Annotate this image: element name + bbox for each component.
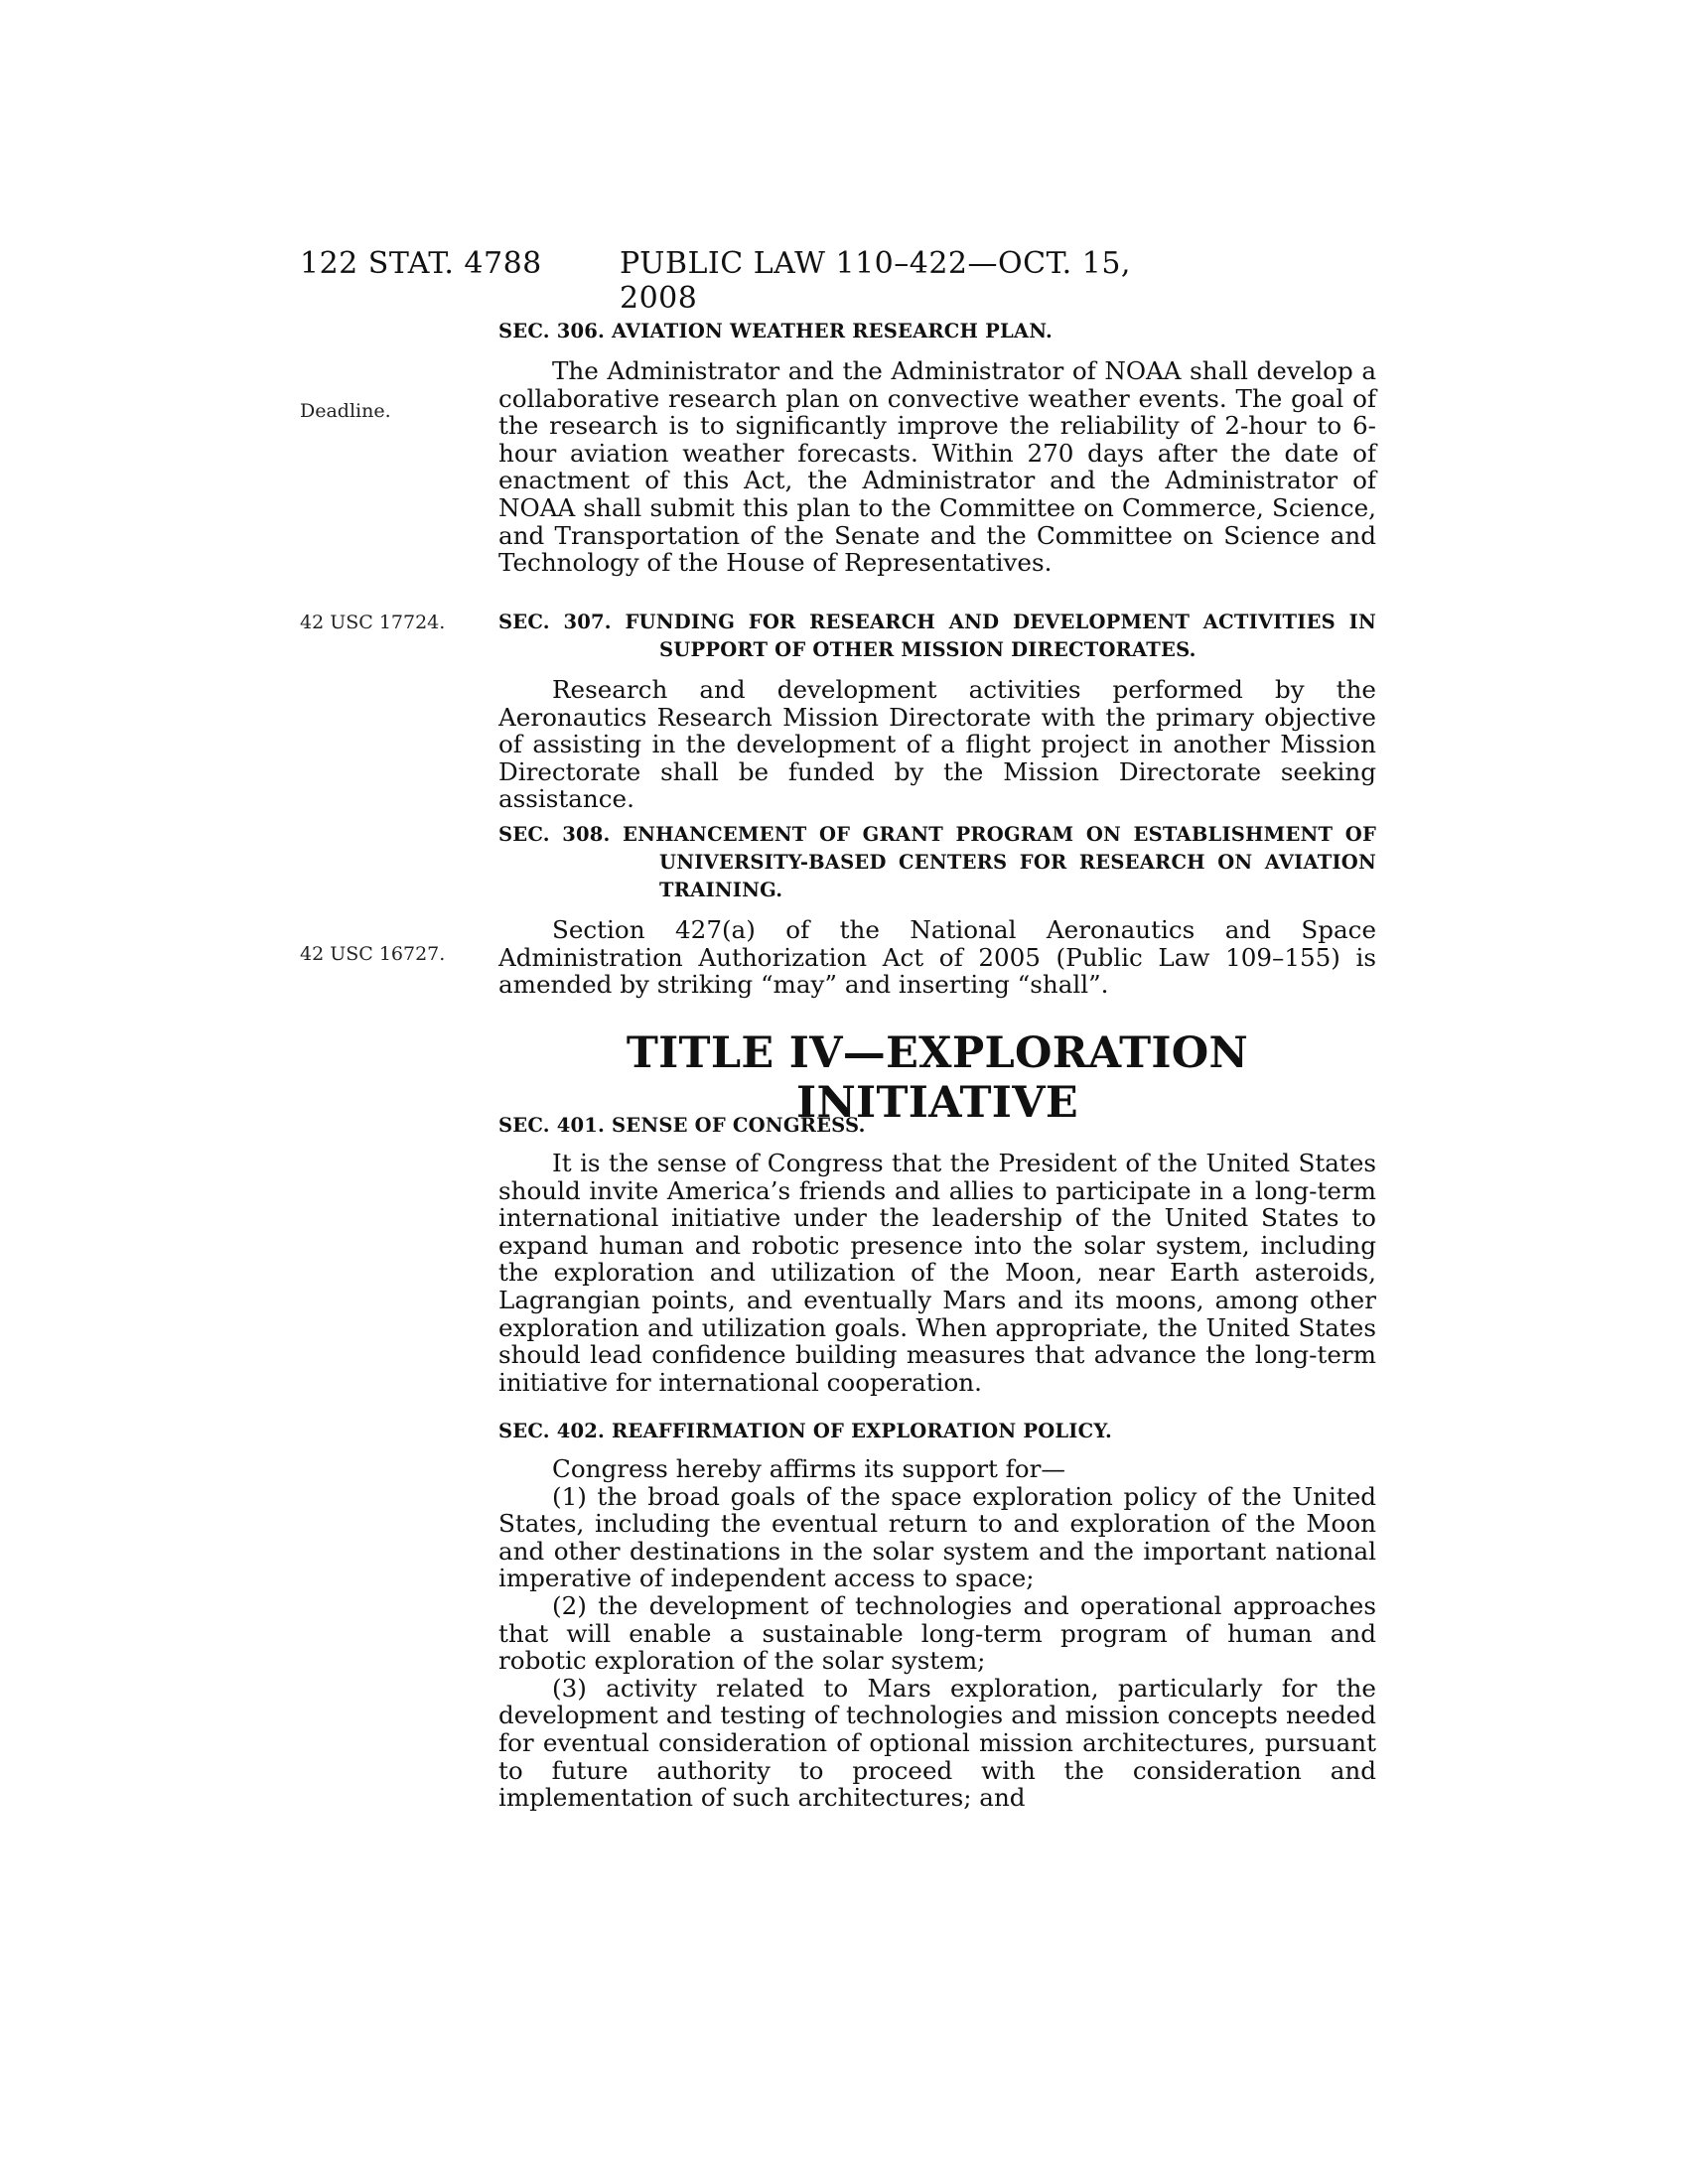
margin-note-deadline: Deadline. [300,400,391,422]
title-heading: TITLE IV—EXPLORATION INITIATIVE [626,1028,1249,1128]
list-item: (1) the broad goals of the space exploration policy of the United States, including the eventual return to and exploration of the Moon and other destinations in the solar system and the important national imperative of independent access to space; [498,1481,1376,1593]
section-text: Research and development activities performed by the Aeronautics Research Mission Directorate with the primary objective of assisting in the development of a flight project in another Mission Directorate shall be funded by the Mission Directorate seeking assistance. [498,675,1376,814]
section-text: It is the sense of Congress that the President of the United States should invite America’s friends and allies to participate in a long-term international initiative under the leadership of the United States to expand human and robotic presence into the solar system, including the exploration and utilization of the Moon, near Earth asteroids, Lagrangian points, and eventually Mars and its moons, among other exploration and utilization goals. When appropriate, the United States should lead confidence building measures that advance the long-term initiative for international cooperation. [498,1149,1376,1397]
section-308 [498,821,1376,999]
section-intro: Congress hereby affirms its support for— [552,1454,1065,1483]
section-heading: SEC. 307. FUNDING FOR RESEARCH AND DEVELOPMENT ACTIVITIES IN SUPPORT OF OTHER MISSION DIRECTORATES. [498,611,1376,661]
page-header [300,246,1217,316]
section-402 [498,1418,1376,1812]
section-401 [498,1112,1376,1396]
public-law-citation: PUBLIC LAW 110–422—OCT. 15, 2008 [620,246,1131,316]
margin-note-usc-16727: 42 USC 16727. [300,943,446,965]
list-item: (2) the development of technologies and operational approaches that will enable a sustainable long-term program of human and robotic exploration of the solar system; [498,1590,1376,1676]
section-text: Section 427(a) of the National Aeronautics and Space Administration Authorization Act of 2005 (Public Law 109–155) is amended by striking “may” and inserting “shall”. [498,915,1376,1000]
section-heading: SEC. 401. SENSE OF CONGRESS. [498,1114,866,1137]
section-text: The Administrator and the Administrator of NOAA shall develop a collaborative research plan on convective weather events. The goal of the research is to significantly improve the reliability of 2-hour to 6-hour aviation weather forecasts. Within 270 days after the date of enactment of this Act, the Administrator and the Administrator of NOAA shall submit this plan to the Committee on Commerce, Science, and Transportation of the Senate and the Committee on Science and Technology of the House of Representatives. [498,356,1376,578]
section-heading: SEC. 308. ENHANCEMENT OF GRANT PROGRAM ON ESTABLISHMENT OF UNIVERSITY-BASED CENTERS FOR RESEARCH ON AVIATION TRAINING. [498,823,1376,901]
margin-note-usc-17724: 42 USC 17724. [300,612,446,633]
statute-page-number: 122 STAT. 4788 [300,246,542,281]
section-306 [498,318,1376,577]
section-heading: SEC. 306. AVIATION WEATHER RESEARCH PLAN. [498,320,1054,342]
section-307 [498,609,1376,813]
list-item: (3) activity related to Mars exploration, particularly for the development and testing of technologies and mission concepts needed for eventual consideration of optional mission architectures, pursuant to future authority to proceed with the consideration and implementation of such architectures; and [498,1673,1376,1813]
section-heading: SEC. 402. REAFFIRMATION OF EXPLORATION POLICY. [498,1420,1112,1442]
